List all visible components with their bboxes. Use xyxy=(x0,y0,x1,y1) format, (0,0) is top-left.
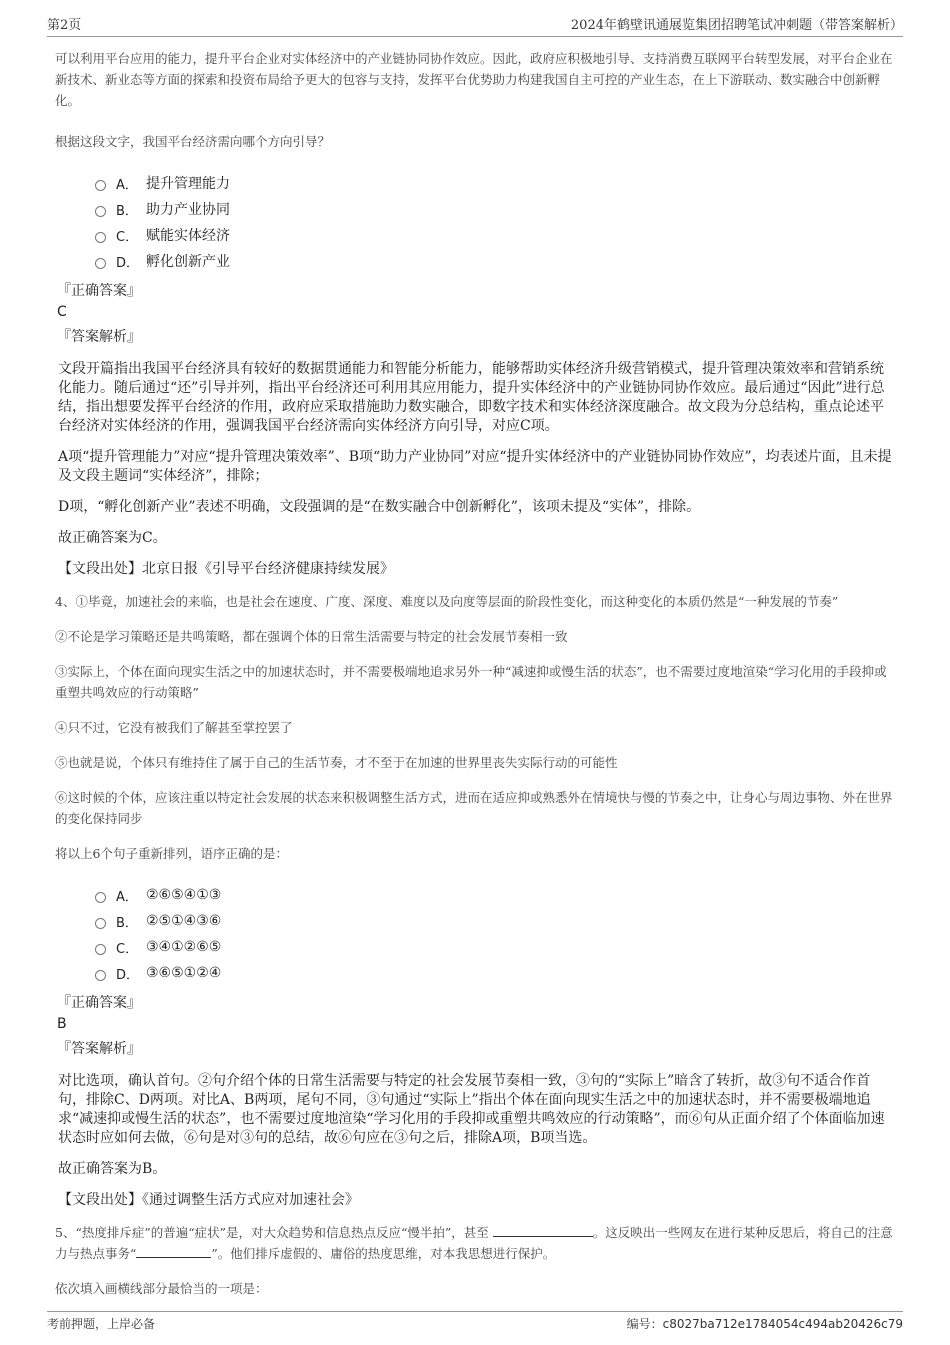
document-title: 2024年鹤壁讯通展览集团招聘笔试冲刺题（带答案解析） xyxy=(570,18,903,33)
q4-analysis-para: 对比选项，确认首句。②句介绍个体的日常生活需要与特定的社会发展节奏相一致，③句的“实际上”暗含了转折，故③句不适合作首句，排除C、D两项。对比A、B两项，尾句不同，③句通过“实际上”指出个体在面向现实生活之中的加速状态时，并不需要极端地追求“减速抑或慢生活的状态”，也不需要过度地渲染“学习化用的手段抑或重塑共鸣效应的行动策略”，而⑥句从正面介绍了个体面临加速状态时应如何去做，⑥句是对③句的总结，故⑥句应在③句之后，排除A项，B项当选。 xyxy=(58,1073,885,1146)
q4-analysis-conclusion: 故正确答案为B。 xyxy=(58,1161,167,1177)
q3-analysis-para: A项“提升管理能力”对应“提升管理决策效率”、B项“助力产业协同”对应“提升实体经济中的产业链协同协作效应”，均表述片面，且未提及文段主题词“实体经济”，排除； xyxy=(58,449,892,484)
q3-option-c[interactable]: C． 赋能实体经济 xyxy=(95,222,895,248)
footer-slogan: 考前押题，上岸必备 xyxy=(47,1317,156,1331)
radio-icon[interactable] xyxy=(95,232,106,243)
page-number: 第2页 xyxy=(47,18,82,33)
q5-stem: 5、“热度排斥症”的普遍“症状”是，对大众趋势和信息热点反应“慢半拍”，甚至 。这反映出一些网友在进行某种反思后，将自己的注意力与热点事务“ ”。他们排斥虚假的、庸俗的热度思维，对本我思想进行保护。 xyxy=(55,1225,893,1261)
q5-question: 依次填入画横线部分最恰当的一项是： xyxy=(55,1281,268,1296)
radio-icon[interactable] xyxy=(95,206,106,217)
radio-icon[interactable] xyxy=(95,918,106,929)
q4-question: 将以上6个句子重新排列，语序正确的是： xyxy=(55,846,288,861)
radio-icon[interactable] xyxy=(95,180,106,191)
q3-question: 根据这段文字，我国平台经济需向哪个方向引导？ xyxy=(55,134,331,149)
q4-sentence: 4、①毕竟，加速社会的来临，也是社会在速度、广度、深度、难度以及向度等层面的阶段性变化，而这种变化的本质仍然是“一种发展的节奏” xyxy=(55,594,839,609)
document-code: 编号：c8027ba712e1784054c494ab20426c79 xyxy=(626,1317,903,1331)
q3-source: 【文段出处】北京日报《引导平台经济健康持续发展》 xyxy=(58,561,394,577)
q4-sentence: ②不论是学习策略还是共鸣策略，都在强调个体的日常生活需要与特定的社会发展节奏相一致 xyxy=(55,629,568,644)
q4-sentence: ③实际上，个体在面向现实生活之中的加速状态时，并不需要极端地追求另外一种“减速抑或慢生活的状态”，也不需要过度地渲染“学习化用的手段抑或重塑共鸣效应的行动策略” xyxy=(55,664,887,700)
fill-blank xyxy=(136,1245,211,1258)
q4-option-b[interactable]: B． ②⑤①④③⑥ xyxy=(95,908,895,934)
q3-option-d[interactable]: D． 孵化创新产业 xyxy=(95,248,895,274)
q3-option-b[interactable]: B． 助力产业协同 xyxy=(95,196,895,222)
q4-source: 【文段出处】《通过调整生活方式应对加速社会》 xyxy=(58,1192,359,1208)
q4-option-c[interactable]: C． ③④①②⑥⑤ xyxy=(95,934,895,960)
q4-sentence: ④只不过，它没有被我们了解甚至掌控罢了 xyxy=(55,720,293,735)
q3-analysis-para: D项，“孵化创新产业”表述不明确，文段强调的是“在数实融合中创新孵化”，该项未提及“实体”，排除。 xyxy=(58,499,701,515)
q4-answer: B xyxy=(57,1016,67,1032)
q3-answer-label: 『正确答案』 xyxy=(57,283,141,299)
q4-option-d[interactable]: D． ③⑥⑤①②④ xyxy=(95,960,895,986)
page-header xyxy=(47,10,903,37)
radio-icon[interactable] xyxy=(95,892,106,903)
radio-icon[interactable] xyxy=(95,944,106,955)
q3-option-a[interactable]: A． 提升管理能力 xyxy=(95,170,895,196)
q4-sentence: ⑤也就是说，个体只有维持住了属于自己的生活节奏，才不至于在加速的世界里丧失实际行动的可能性 xyxy=(55,755,618,770)
q3-analysis-conclusion: 故正确答案为C。 xyxy=(58,530,167,546)
q3-passage: 可以利用平台应用的能力，提升平台企业对实体经济中的产业链协同协作效应。因此，政府应积极地引导、支持消费互联网平台转型发展，对平台企业在新技术、新业态等方面的探索和投资布局给予更大的包容与支持，发挥平台优势助力构建我国自主可控的产业生态，在上下游联动、数实融合中创新孵化。 xyxy=(55,51,893,108)
radio-icon[interactable] xyxy=(95,970,106,981)
q4-analysis-label: 『答案解析』 xyxy=(57,1041,141,1057)
q4-sentence: ⑥这时候的个体，应该注重以特定社会发展的状态来积极调整生活方式，进而在适应抑或熟悉外在情境快与慢的节奏之中，让身心与周边事物、外在世界的变化保持同步 xyxy=(55,790,893,826)
document-body xyxy=(55,48,895,1313)
q3-analysis-label: 『答案解析』 xyxy=(57,329,141,345)
page-footer xyxy=(47,1311,903,1342)
radio-icon[interactable] xyxy=(95,258,106,269)
q4-option-a[interactable]: A． ②⑥⑤④①③ xyxy=(95,882,895,908)
fill-blank xyxy=(493,1224,593,1237)
q4-answer-label: 『正确答案』 xyxy=(57,995,141,1011)
q3-answer: C xyxy=(57,304,67,320)
q3-analysis-para: 文段开篇指出我国平台经济具有较好的数据贯通能力和智能分析能力，能够帮助实体经济升级营销模式，提升管理决策效率和营销系统化能力。随后通过“还”引导并列，指出平台经济还可利用其应用能力，提升实体经济中的产业链协同协作效应。最后通过“因此”进行总结，指出想要发挥平台经济的作用，政府应采取措施助力数实融合，即数字技术和实体经济深度融合。故文段为分总结构，重点论述平台经济对实体经济的作用，强调我国平台经济需向实体经济方向引导，对应C项。 xyxy=(58,361,885,434)
q3-options xyxy=(95,170,895,274)
q4-options xyxy=(95,882,895,986)
